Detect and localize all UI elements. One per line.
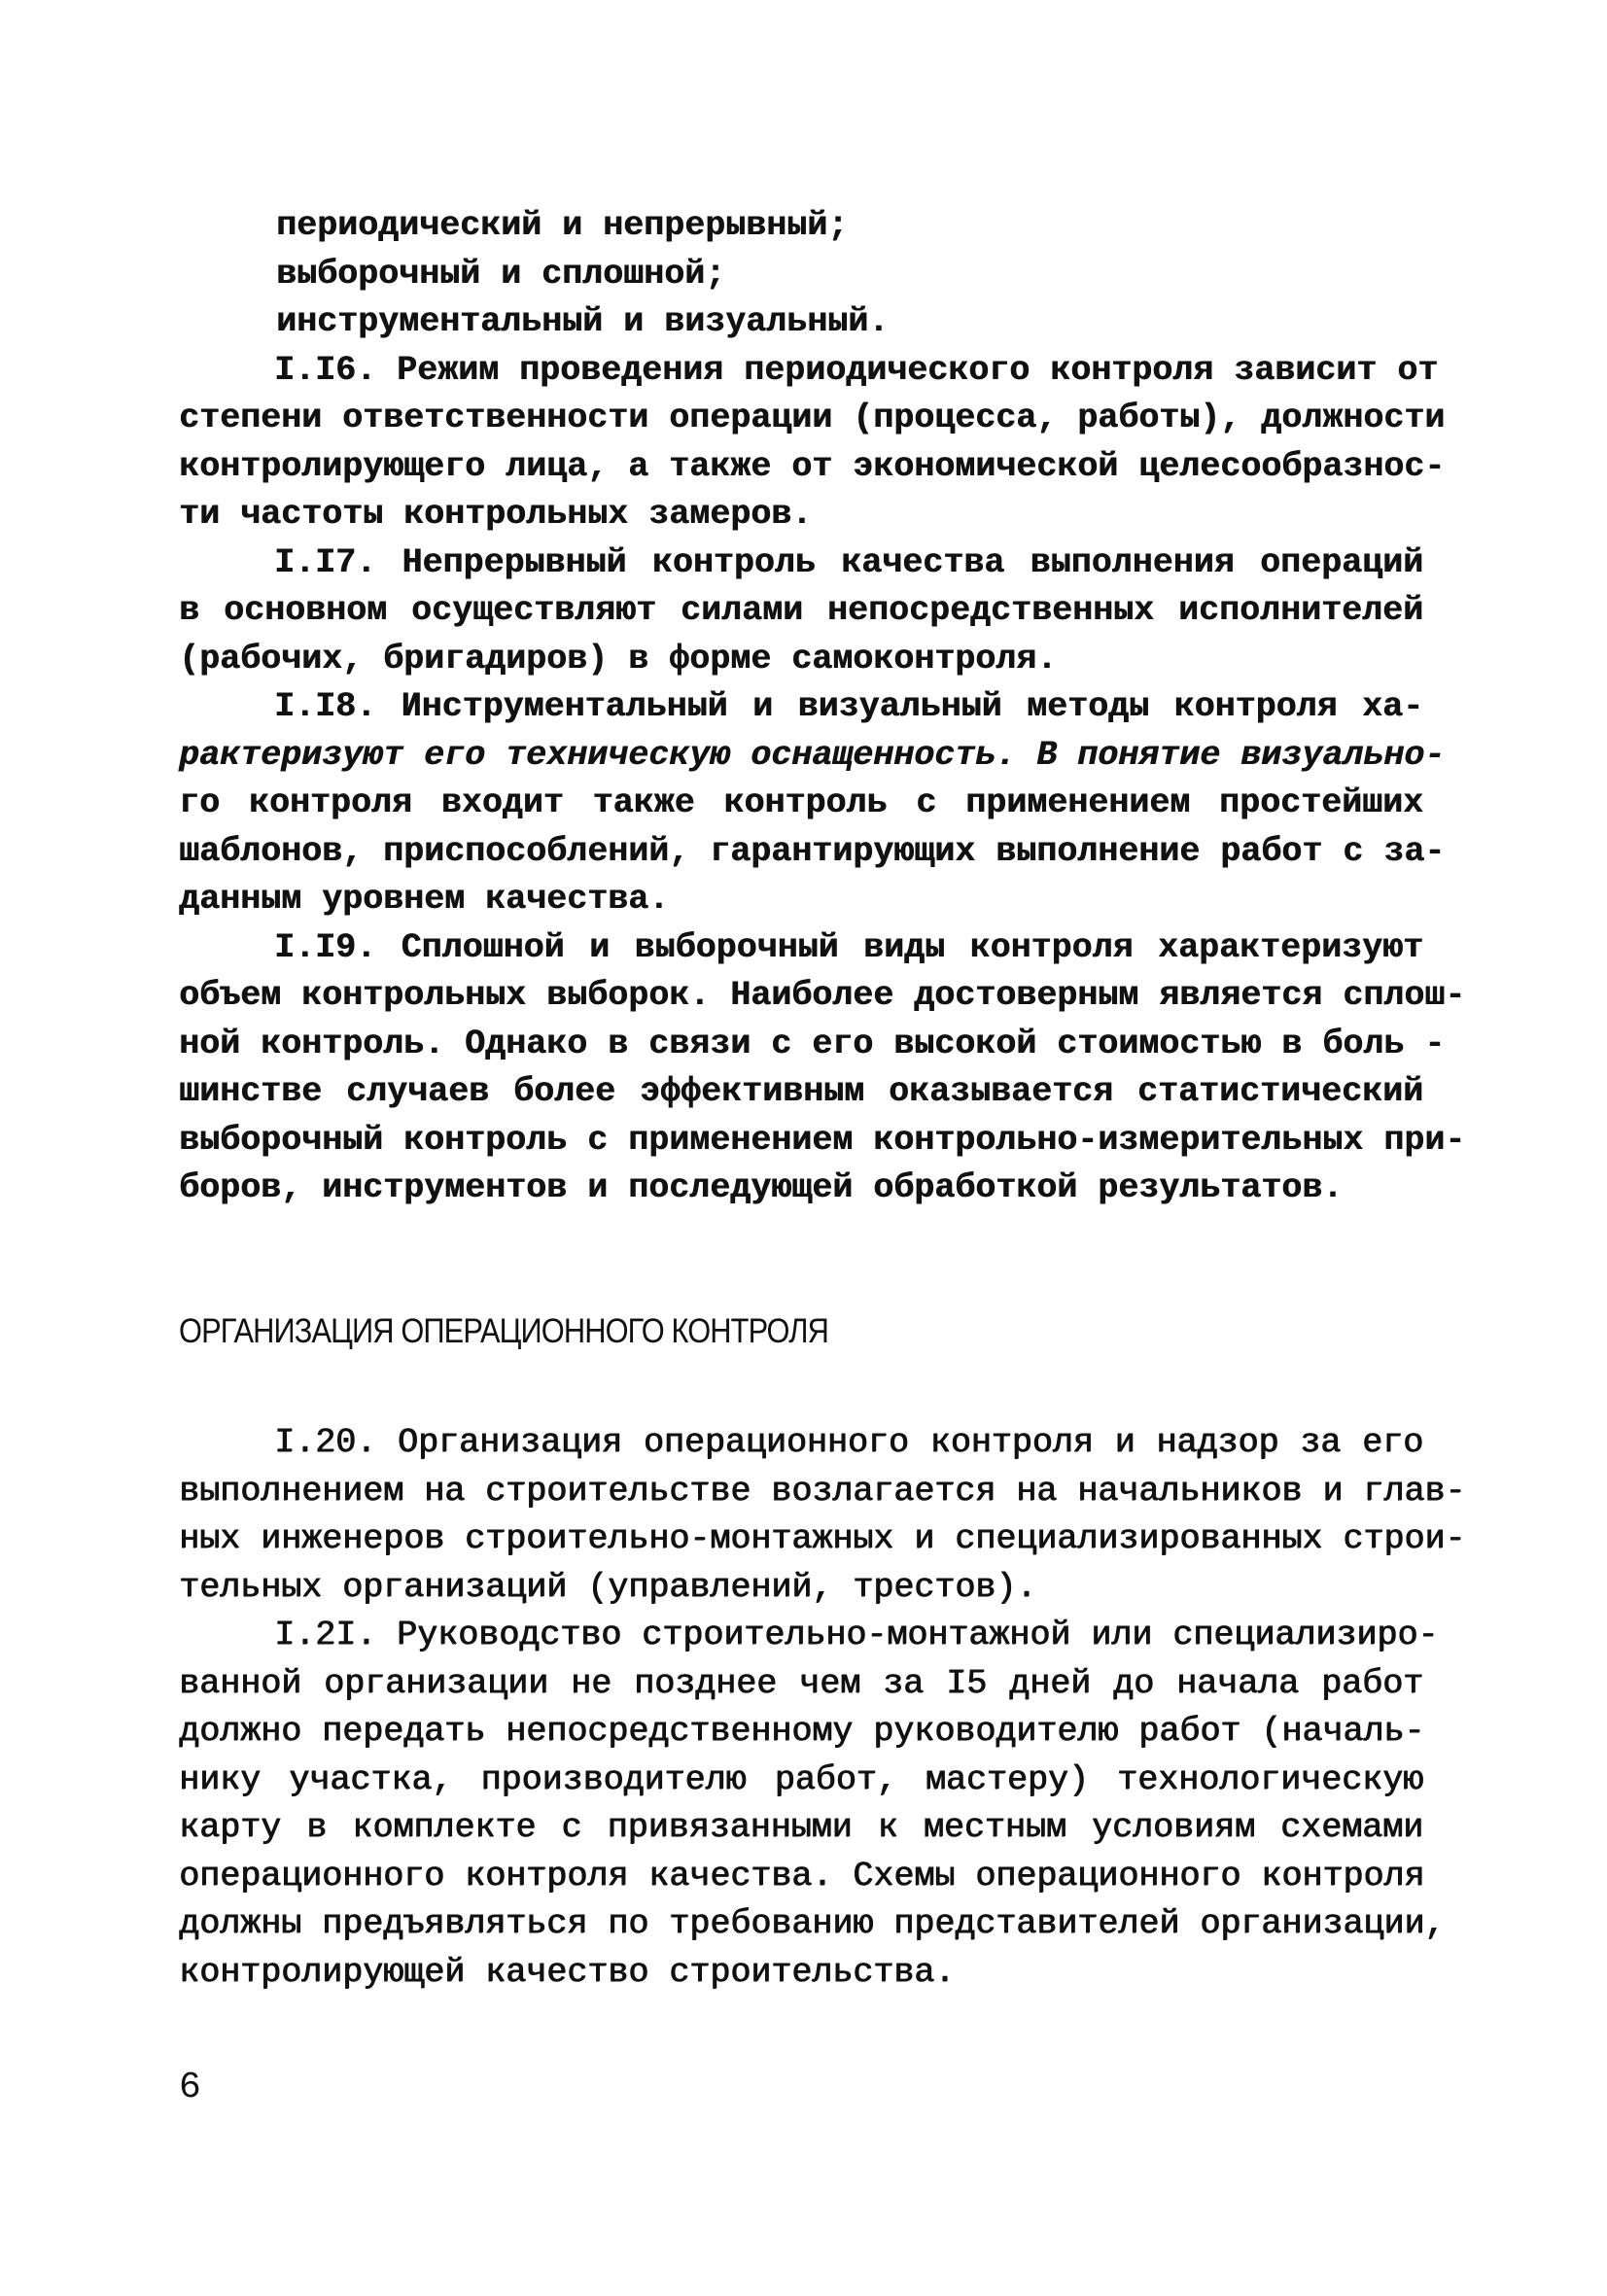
paragraph-line: должны предъявляться по требованию представителей организации,: [179, 1904, 1446, 1943]
paragraph-line: операционного контроля качества. Схемы операционного контроля: [179, 1856, 1425, 1896]
top-text-block: [179, 202, 1466, 1213]
list-item: инструментальный и визуальный.: [276, 302, 890, 341]
paragraph-line: I.I6. Режим проведения периодического контроля зависит от: [274, 350, 1439, 390]
paragraph-line: степени ответственности операции (процесса, работы), должности: [179, 399, 1446, 437]
paragraph-line: нику участка, производителю работ, мастеру) технологическую: [179, 1759, 1423, 1799]
page-number: 6: [179, 2067, 201, 2108]
paragraph-line: I.I7. Непрерывный контроль качества выполнения операций: [274, 542, 1423, 582]
paragraph-line: I.I8. Инструментальный и визуальный методы контроля ха-: [274, 687, 1423, 726]
paragraph-line: I.20. Организация операционного контроля и надзор за его: [274, 1423, 1423, 1462]
paragraph-line: I.I9. Сплошной и выборочный виды контроля характеризуют: [274, 927, 1423, 967]
paragraph-line: тельных организаций (управлений, трестов).: [179, 1567, 1037, 1607]
section-heading: ОРГАНИЗАЦИЯ ОПЕРАЦИОННОГО КОНТРОЛЯ: [179, 1312, 828, 1350]
paragraph-line: ной контроль. Однако в связи с его высокой стоимостью в боль -: [179, 1024, 1446, 1063]
paragraph-line: данным уровнем качества.: [179, 880, 670, 919]
paragraph-line: должно передать непосредственному руководителю работ (началь-: [179, 1712, 1425, 1751]
paragraph-line: карту в комплекте с привязанными к местным условиям схемами: [179, 1808, 1423, 1847]
list-item: периодический и непрерывный;: [276, 206, 849, 245]
paragraph-line: выполнением на строительстве возлагается на начальников и глав-: [179, 1471, 1466, 1511]
paragraph-line: рактеризуют его техническую оснащенность. В понятие визуально-: [179, 735, 1446, 775]
paragraph-line: ти частоты контрольных замеров.: [179, 495, 813, 534]
bottom-text-block: [179, 1419, 1466, 1997]
paragraph-line: объем контрольных выборок. Наиболее достоверным является сплош-: [179, 976, 1466, 1015]
paragraph-line: ванной организации не позднее чем за I5 дней до начала работ: [179, 1663, 1423, 1703]
paragraph-line: ных инженеров строительно-монтажных и специализированных строи-: [179, 1519, 1466, 1558]
paragraph-line: (рабочих, бригадиров) в форме самоконтроля.: [179, 639, 1058, 678]
list-item: выборочный и сплошной;: [276, 254, 726, 294]
paragraph-line: шинстве случаев более эффективным оказывается статистический: [179, 1072, 1423, 1111]
paragraph-line: контролирующего лица, а также от экономической целесообразнос-: [179, 446, 1446, 486]
paragraph-line: шаблонов, приспособлений, гарантирующих выполнение работ с за-: [179, 831, 1446, 871]
paragraph-line: в основном осуществляют силами непосредственных исполнителей: [179, 591, 1423, 630]
paragraph-line: I.2I. Руководство строительно-монтажной или специализиро-: [274, 1616, 1439, 1654]
paragraph-line: выборочный контроль с применением контрольно-измерительных при-: [179, 1120, 1466, 1160]
paragraph-line: го контроля входит также контроль с применением простейших: [179, 783, 1423, 822]
paragraph-line: боров, инструментов и последующей обработкой результатов.: [179, 1168, 1344, 1207]
paragraph-line: контролирующей качество строительства.: [179, 1952, 956, 1992]
